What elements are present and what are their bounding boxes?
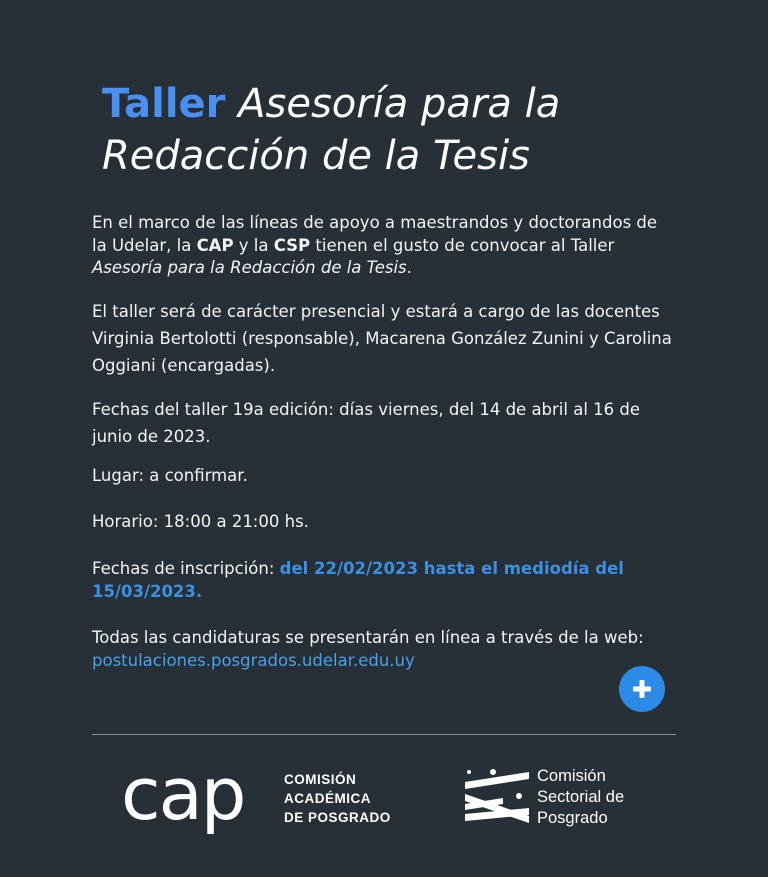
intro-paragraph (92, 212, 672, 280)
applications-link[interactable]: postulaciones.posgrados.udelar.edu.uy (92, 650, 415, 670)
divider (92, 734, 676, 735)
registration-paragraph (92, 558, 672, 603)
csp-logo-line-2: Sectorial de (537, 788, 625, 806)
intro-text-3: tienen el gusto de convocar al Taller (310, 235, 615, 255)
cap-logo-word: cap (121, 752, 245, 836)
plus-icon (631, 678, 653, 700)
registration-dates: del 22/02/2023 hasta el mediodía del 15/03/2023. (92, 559, 624, 601)
intro-text-2: y la (233, 235, 274, 255)
csp-logo (463, 764, 663, 830)
csp-emblem-icon (463, 768, 531, 826)
cap-logo (121, 752, 411, 840)
cap-logo-line-2: ACADÉMICA (284, 791, 371, 806)
dates-paragraph: Fechas del taller 19a edición: días viernes, del 14 de abril al 16 de junio de 2023. (92, 400, 641, 446)
intro-cap: CAP (196, 235, 234, 255)
schedule-paragraph: Horario: 18:00 a 21:00 hs. (92, 512, 309, 531)
applications-paragraph (92, 627, 672, 672)
intro-workshop-name: Asesoría para la Redacción de la Tesis (92, 258, 407, 277)
intro-text-1: En el marco de las líneas de apoyo a maestrandos y doctorandos de la Udelar, la (92, 213, 658, 255)
title-italic: Asesoría para la Redacción de la Tesis (102, 81, 561, 179)
teachers-paragraph: El taller será de carácter presencial y estará a cargo de las docentes Virginia Bertolotti (responsable), Macarena González Zunini y Carolina Oggiani (encargadas). (92, 302, 672, 375)
title-bold: Taller (102, 81, 226, 127)
csp-logo-line-3: Posgrado (537, 809, 608, 827)
intro-csp: CSP (273, 235, 311, 255)
place-paragraph: Lugar: a confirmar. (92, 466, 248, 485)
intro-text-4: . (406, 258, 412, 277)
add-button[interactable] (619, 666, 665, 712)
cap-logo-line-1: COMISIÓN (284, 772, 357, 787)
cap-logo-line-3: DE POSGRADO (284, 810, 391, 825)
csp-logo-line-1: Comisión (537, 767, 606, 785)
registration-label: Fechas de inscripción: (92, 559, 280, 578)
applications-text: Todas las candidaturas se presentarán en línea a través de la web: (92, 628, 644, 647)
page-title (102, 78, 662, 182)
cap-logo-text (284, 770, 391, 827)
csp-logo-text (537, 766, 624, 829)
